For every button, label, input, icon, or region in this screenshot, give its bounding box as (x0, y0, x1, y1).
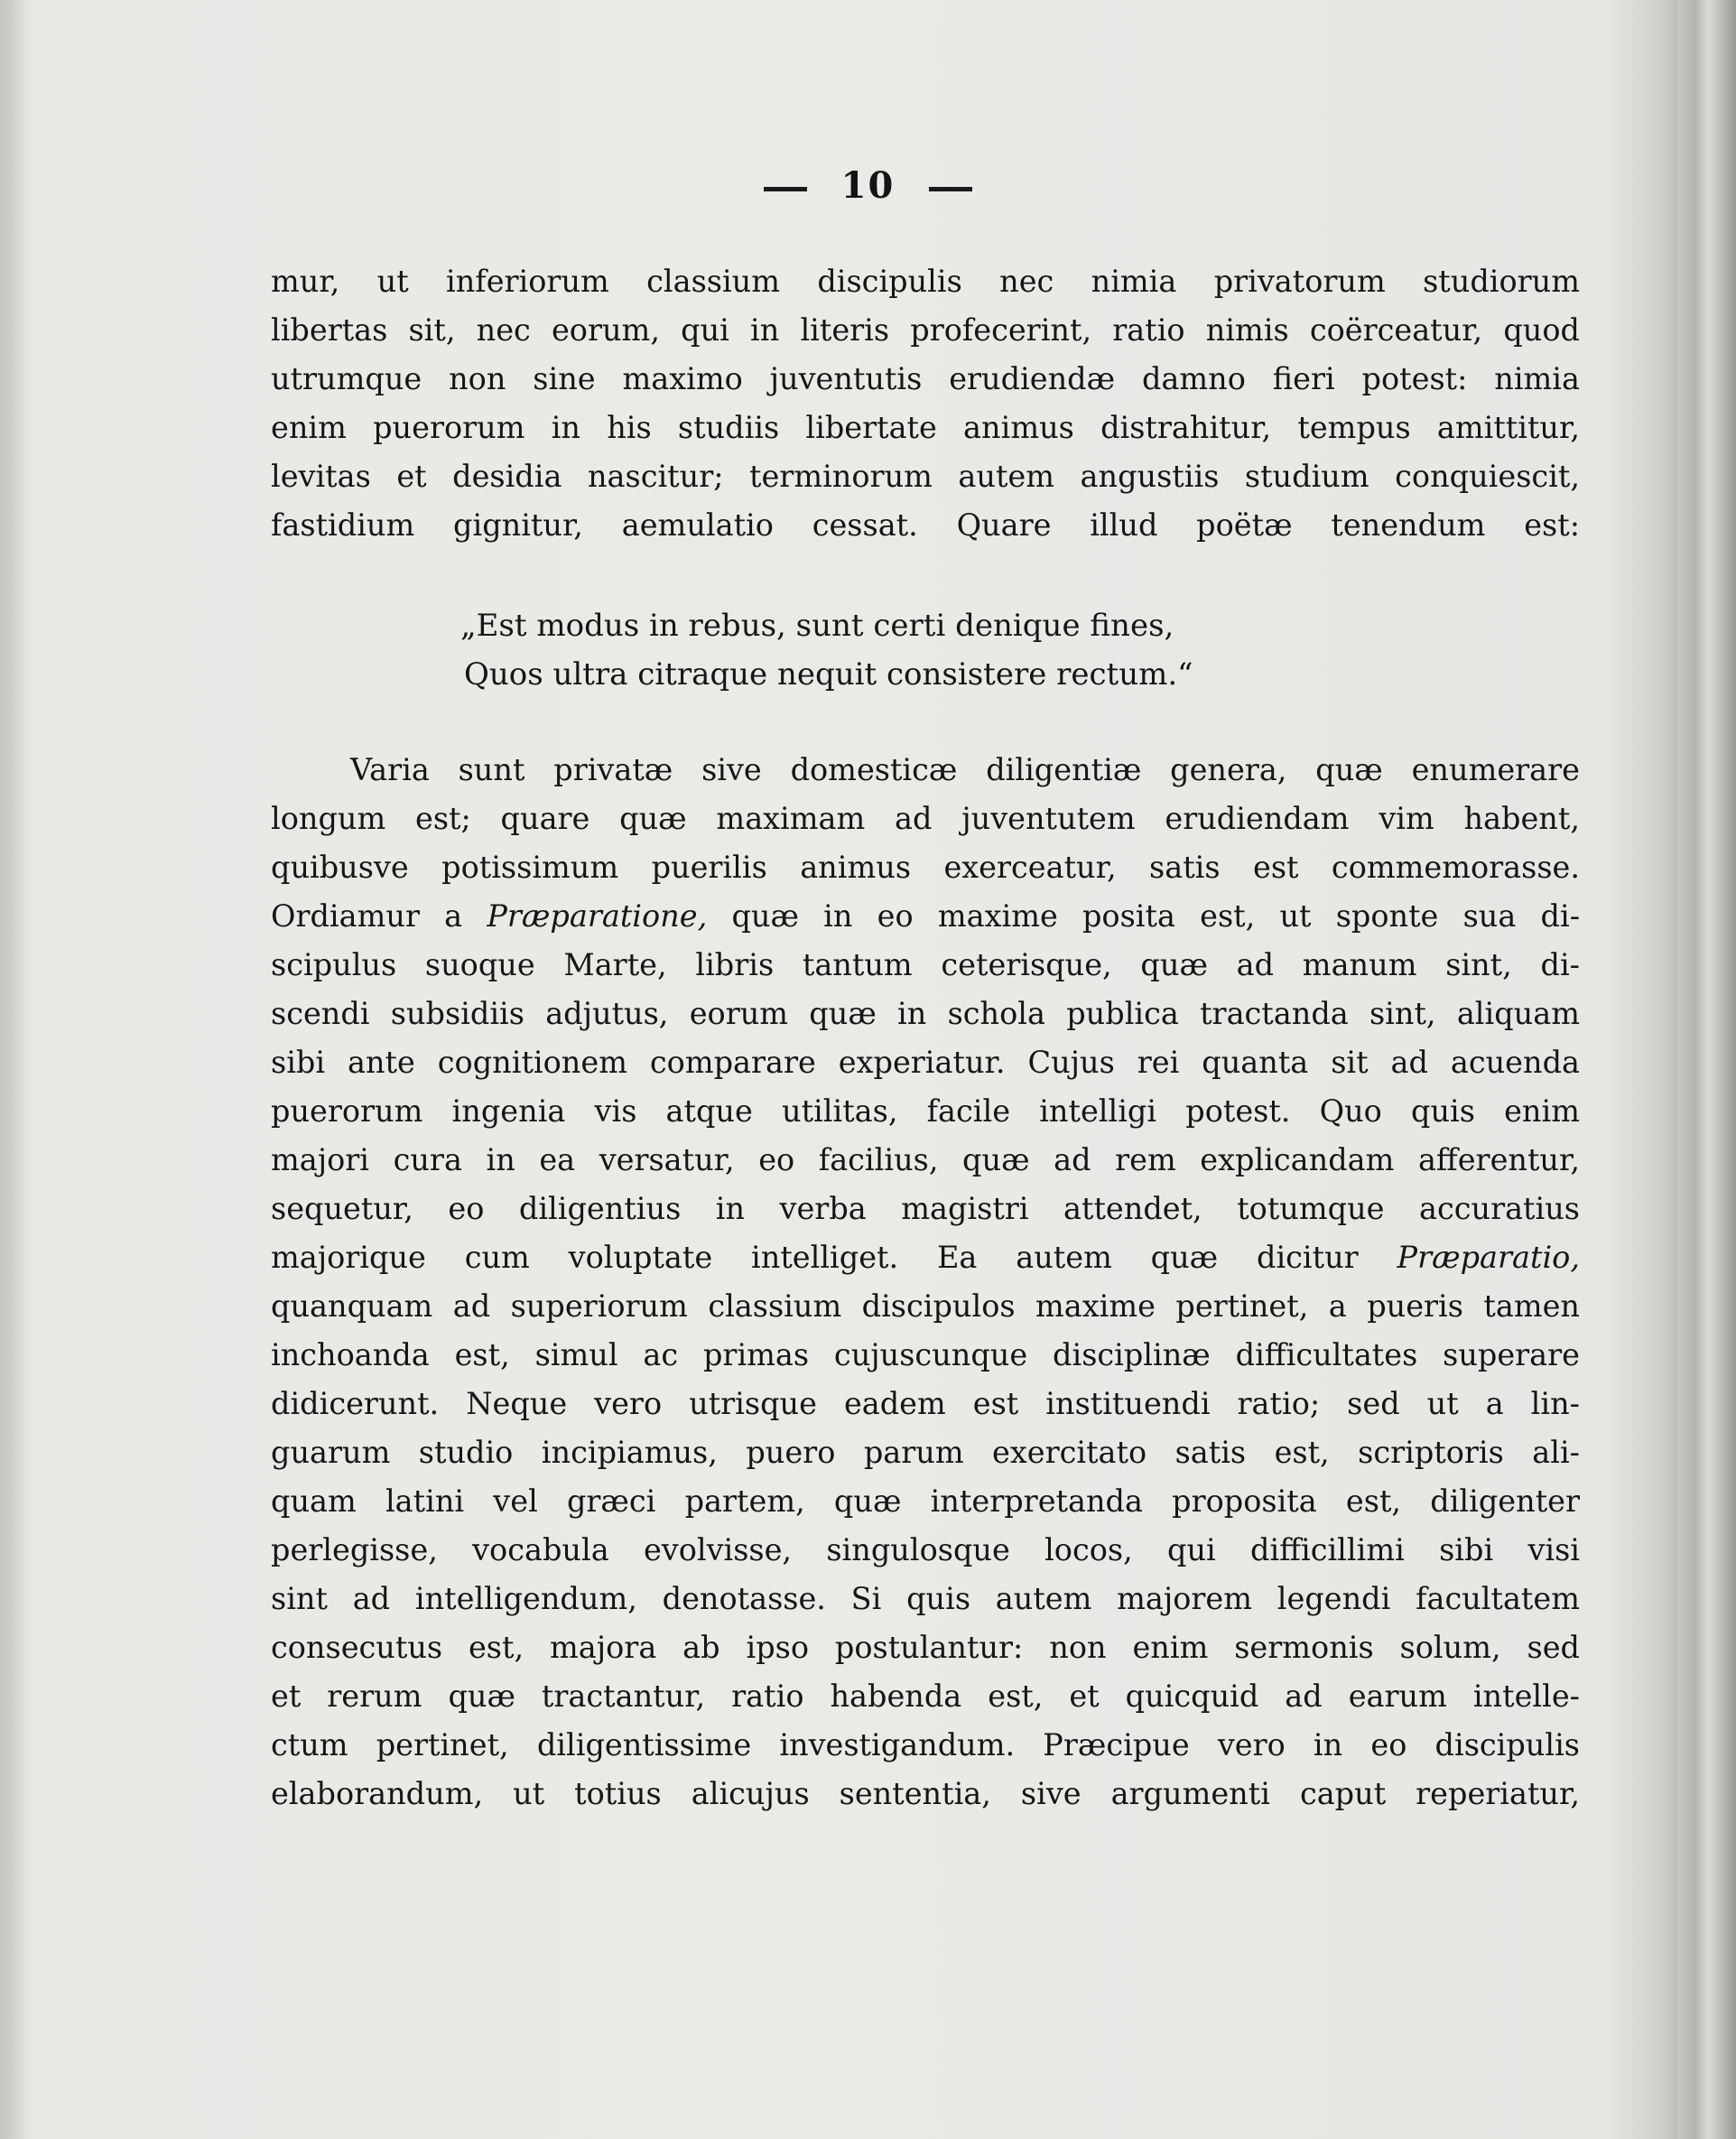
text-line: guarum studio incipiamus, puero parum exercitato satis est, scriptoris ali- (271, 1435, 1580, 1470)
text-line: scendi subsidiis adjutus, eorum quæ in schola publica tractanda sint, aliquam (271, 996, 1580, 1031)
text-segment: Ordiamur a (271, 898, 463, 934)
text-line: enim puerorum in his studiis libertate animus distrahitur, tempus amittitur, (271, 410, 1580, 445)
text-line: fastidium gignitur, aemulatio cessat. Quare illud poëtæ tenendum est: (271, 507, 1580, 543)
text-line: sibi ante cognitionem comparare experiatur. Cujus rei quanta sit ad acuenda (271, 1045, 1580, 1080)
dash-left (764, 187, 807, 191)
text-line: levitas et desidia nascitur; terminorum autem angustiis studium conquiescit, (271, 459, 1580, 494)
text-segment: quæ in eo maxime posita est, ut sponte sua di- (731, 898, 1580, 934)
text-segment: majorique cum voluptate intelliget. Ea autem quæ dicitur (271, 1240, 1359, 1275)
text-line: utrumque non sine maximo juventutis erudiendæ damno fieri potest: nimia (271, 361, 1580, 396)
text-line: mur, ut inferiorum classium discipulis nec nimia privatorum studiorum (271, 264, 1580, 299)
text-line (271, 1233, 1580, 1282)
text-line: quibusve potissimum puerilis animus exerceatur, satis est commemorasse. (271, 850, 1580, 885)
text-line: ctum pertinet, diligentissime investigandum. Præcipue vero in eo discipulis (271, 1727, 1580, 1762)
italic-term: Præparatio, (1397, 1240, 1580, 1275)
text-line: sint ad intelligendum, denotasse. Si quis autem majorem legendi facultatem (271, 1581, 1580, 1616)
text-line: sequetur, eo diligentius in verba magistri attendet, totumque accuratius (271, 1191, 1580, 1226)
verse-line: „Est modus in rebus, sunt certi denique fines, (460, 608, 1174, 644)
dash-right (929, 187, 972, 191)
text-line: didicerunt. Neque vero utrisque eadem est instituendi ratio; sed ut a lin- (271, 1386, 1580, 1421)
text-line: quam latini vel græci partem, quæ interpretanda proposita est, diligenter (271, 1483, 1580, 1519)
page-number: 10 (840, 164, 896, 207)
paragraph-2 (271, 746, 1580, 1818)
text-line: elaborandum, ut totius alicujus sententia, sive argumenti caput reperiatur, (271, 1776, 1580, 1811)
text-line (271, 892, 1580, 941)
text-line: Varia sunt privatæ sive domesticæ diligentiæ genera, quæ enumerare (350, 752, 1580, 787)
text-line: puerorum ingenia vis atque utilitas, facile intelligi potest. Quo quis enim (271, 1093, 1580, 1129)
verse-quotation (460, 601, 1193, 699)
text-line: majori cura in ea versatur, eo facilius, quæ ad rem explicandam afferentur, (271, 1142, 1580, 1177)
text-line: consecutus est, majora ab ipso postulantur: non enim sermonis solum, sed (271, 1630, 1580, 1665)
verse-line: Quos ultra citraque nequit consistere rectum.“ (464, 656, 1193, 693)
text-line: et rerum quæ tractantur, ratio habenda est, et quicquid ad earum intelle- (271, 1679, 1580, 1714)
page-number-header (0, 164, 1736, 207)
page-edge (1677, 0, 1736, 2139)
text-line: longum est; quare quæ maximam ad juventutem erudiendam vim habent, (271, 801, 1580, 836)
text-line: quanquam ad superiorum classium discipulos maxime pertinet, a pueris tamen (271, 1288, 1580, 1324)
page-gutter-shadow (0, 0, 25, 2139)
paragraph-1 (271, 257, 1580, 550)
text-line: scipulus suoque Marte, libris tantum ceterisque, quæ ad manum sint, di- (271, 947, 1580, 982)
text-line: perlegisse, vocabula evolvisse, singulosque locos, qui difficillimi sibi visi (271, 1532, 1580, 1567)
text-line: inchoanda est, simul ac primas cujuscunque disciplinæ difficultates superare (271, 1337, 1580, 1372)
text-line: libertas sit, nec eorum, qui in literis profecerint, ratio nimis coërceatur, quod (271, 312, 1580, 348)
italic-term: Præparatione, (487, 898, 708, 934)
